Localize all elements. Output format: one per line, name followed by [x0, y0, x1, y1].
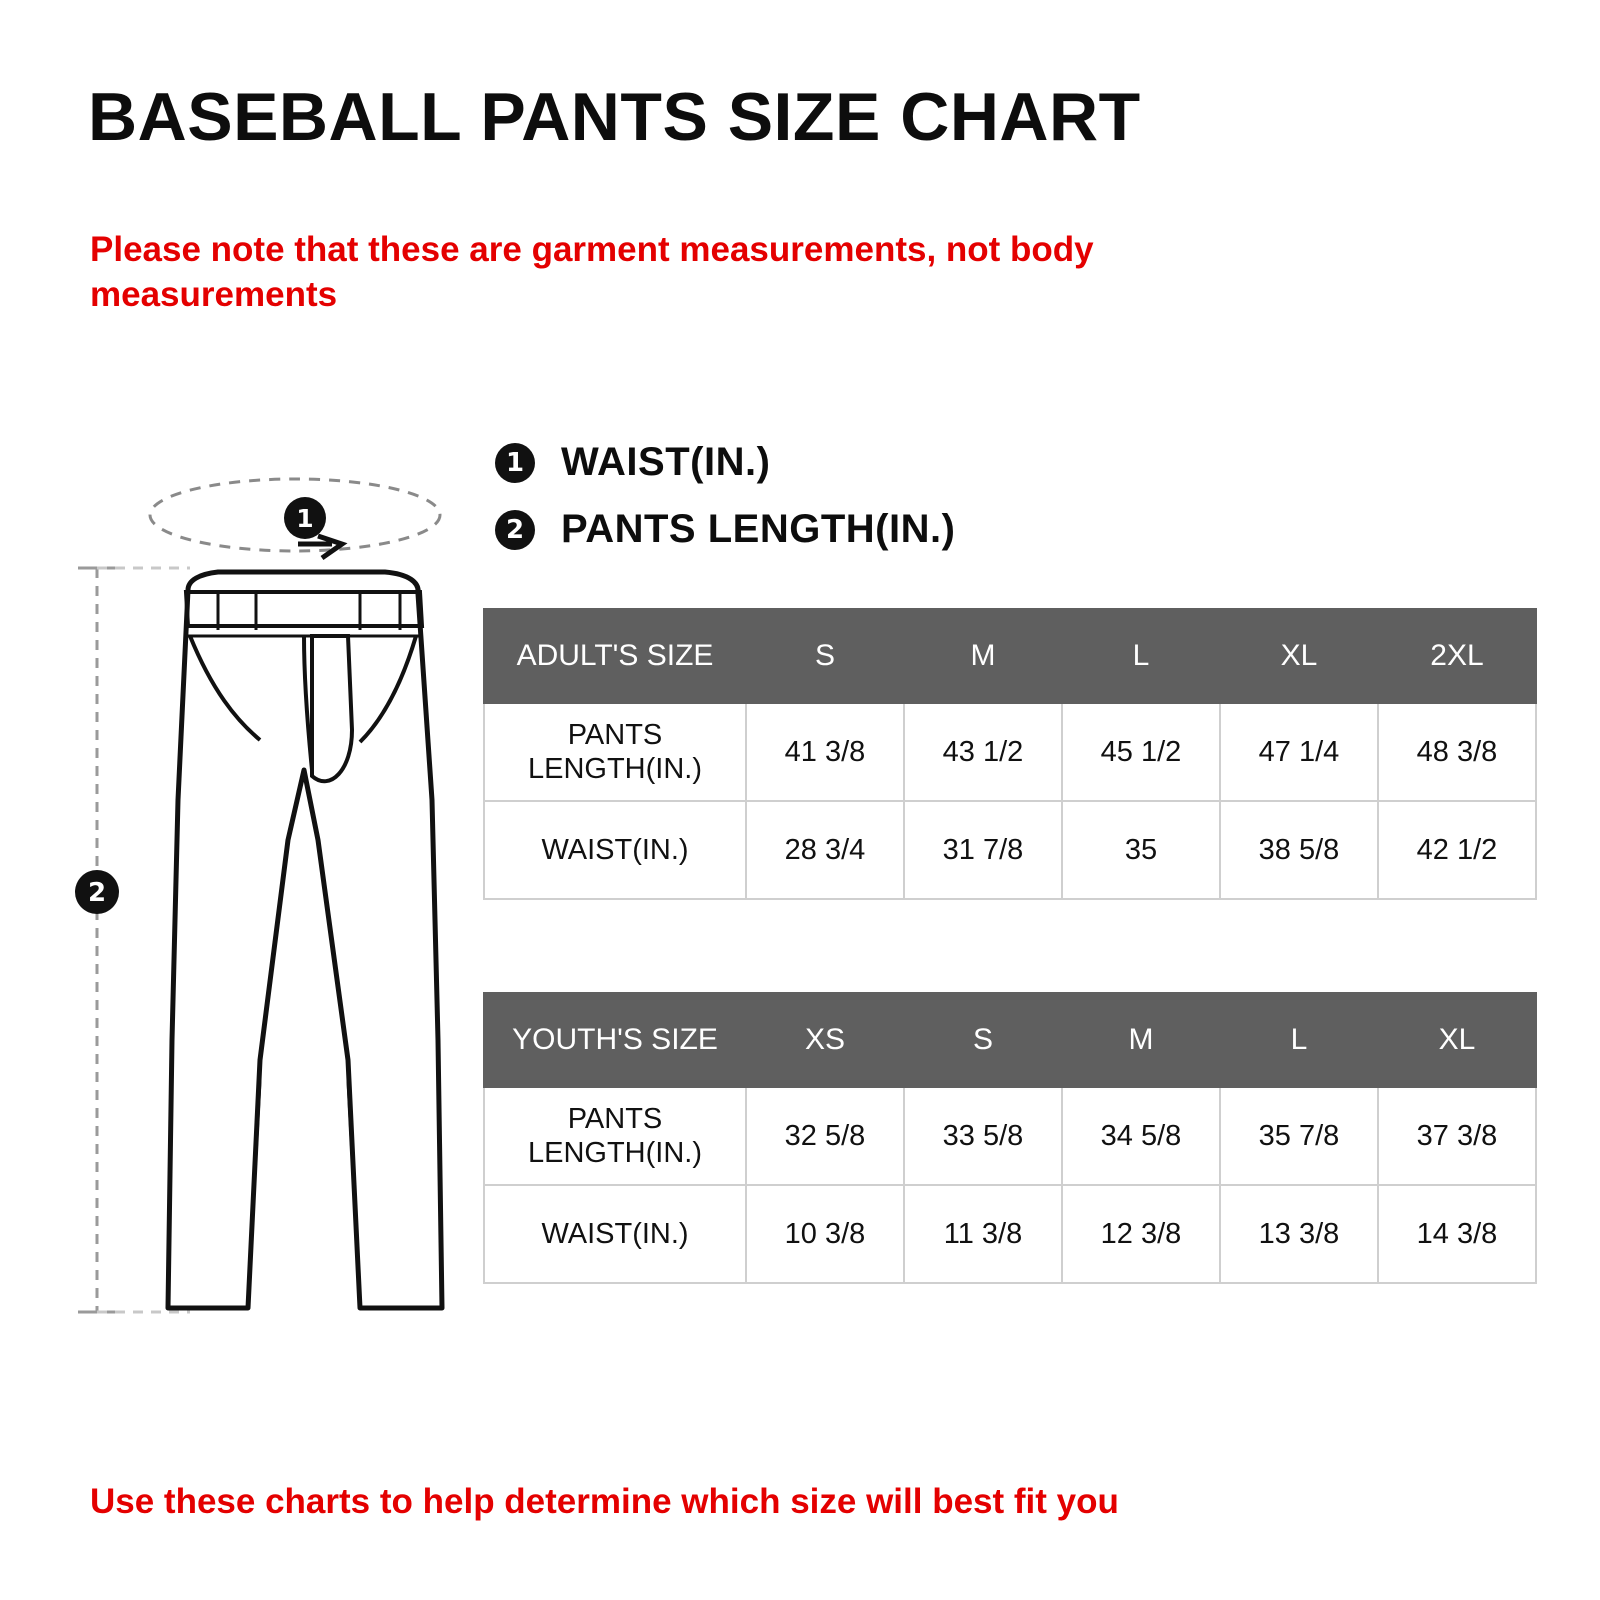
adult-col-m: M — [904, 609, 1062, 703]
youth-col-m: M — [1062, 993, 1220, 1087]
youth-length-l: 35 7/8 — [1220, 1087, 1378, 1185]
adult-row-label-length: PANTS LENGTH(IN.) — [484, 703, 746, 801]
legend-item-pants-length — [495, 507, 1295, 552]
adult-length-m: 43 1/2 — [904, 703, 1062, 801]
adult-length-s: 41 3/8 — [746, 703, 904, 801]
adult-col-2xl: 2XL — [1378, 609, 1536, 703]
pants-illustration-svg — [60, 440, 490, 1340]
youth-waist-m: 12 3/8 — [1062, 1185, 1220, 1283]
table-row — [484, 801, 1536, 899]
adult-waist-s: 28 3/4 — [746, 801, 904, 899]
legend-label-waist: WAIST(IN.) — [561, 440, 771, 484]
table-header-row — [484, 993, 1536, 1087]
table-row — [484, 1185, 1536, 1283]
garment-measurement-note: Please note that these are garment measurements, not body measurements — [90, 230, 1094, 314]
adult-col-xl: XL — [1220, 609, 1378, 703]
waist-arrow-icon — [318, 536, 342, 558]
adult-col-l: L — [1062, 609, 1220, 703]
youth-row-label-length: PANTS LENGTH(IN.) — [484, 1087, 746, 1185]
adult-col-s: S — [746, 609, 904, 703]
adult-length-l: 45 1/2 — [1062, 703, 1220, 801]
youth-col-s: S — [904, 993, 1062, 1087]
youth-corner-label: YOUTH'S SIZE — [484, 993, 746, 1087]
adult-waist-xl: 38 5/8 — [1220, 801, 1378, 899]
youth-length-s: 33 5/8 — [904, 1087, 1062, 1185]
legend-item-waist — [495, 440, 1295, 485]
table-row — [484, 703, 1536, 801]
adult-waist-m: 31 7/8 — [904, 801, 1062, 899]
youth-waist-xl: 14 3/8 — [1378, 1185, 1536, 1283]
adult-waist-2xl: 42 1/2 — [1378, 801, 1536, 899]
youth-col-xs: XS — [746, 993, 904, 1087]
adult-size-table — [483, 608, 1537, 900]
marker-one-icon: 1 — [495, 443, 535, 483]
svg-text:1: 1 — [296, 504, 314, 533]
adult-corner-label: ADULT'S SIZE — [484, 609, 746, 703]
youth-length-m: 34 5/8 — [1062, 1087, 1220, 1185]
legend-label-pants-length: PANTS LENGTH(IN.) — [561, 507, 956, 551]
svg-text:2: 2 — [87, 878, 107, 908]
youth-col-l: L — [1220, 993, 1378, 1087]
youth-waist-l: 13 3/8 — [1220, 1185, 1378, 1283]
marker-two-icon: 2 — [495, 510, 535, 550]
youth-waist-s: 11 3/8 — [904, 1185, 1062, 1283]
youth-col-xl: XL — [1378, 993, 1536, 1087]
youth-waist-xs: 10 3/8 — [746, 1185, 904, 1283]
adult-waist-l: 35 — [1062, 801, 1220, 899]
table-row — [484, 1087, 1536, 1185]
pants-diagram — [60, 440, 490, 1340]
table-header-row — [484, 609, 1536, 703]
measurement-legend — [495, 440, 1295, 574]
adult-length-2xl: 48 3/8 — [1378, 703, 1536, 801]
adult-row-label-waist: WAIST(IN.) — [484, 801, 746, 899]
youth-size-table — [483, 992, 1537, 1284]
youth-length-xl: 37 3/8 — [1378, 1087, 1536, 1185]
footer-note: Use these charts to help determine which size will best fit you — [90, 1482, 1119, 1521]
youth-length-xs: 32 5/8 — [746, 1087, 904, 1185]
adult-length-xl: 47 1/4 — [1220, 703, 1378, 801]
page-title: BASEBALL PANTS SIZE CHART — [88, 79, 1141, 155]
youth-row-label-waist: WAIST(IN.) — [484, 1185, 746, 1283]
